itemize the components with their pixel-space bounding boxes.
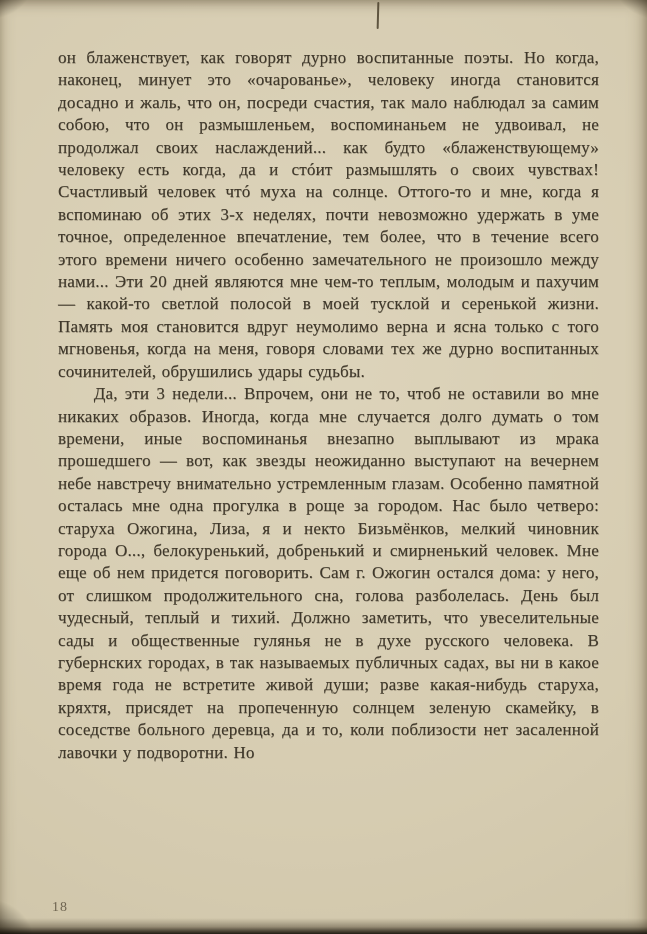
paragraph: он блаженствует, как говорят дурно воспитанные поэты. Но когда, наконец, минует это «очарованье», человеку иногда становится досадно и жаль, что он, посреди счастия, так мало наблюдал за самим собою, что он размышленьем, воспоминаньем не удвоивал, не продолжал своих наслаждений... как будто «блаженствующему» человеку есть когда, да и стóит размышлять о своих чувствах! Счастливый человек чтó муха на солнце. Оттого-то и мне, когда я вспоминаю об этих 3-х неделях, почти невозможно удержать в уме точное, определенное впечатление, тем более, что в течение всего этого времени ничего особенно замечательного не произошло между нами... Эти 20 дней являются мне чем-то теплым, молодым и пахучим — какой-то светлой полосой в моей тусклой и серенькой жизни. Память моя становится вдруг неумолимо верна и ясна только с того мгновенья, когда на меня, говоря словами тех же дурно воспитанных сочинителей, обрушились удары судьбы.: [58, 48, 599, 381]
scan-shadow-top-right: [615, 0, 647, 20]
paragraph: Да, эти 3 недели... Впрочем, они не то, чтоб не оставили во мне никаких образов. Иногда, когда мне случается долго думать о том времени, иные воспоминанья внезапно выплывают из мрака прошедшего — вот, как звезды неожиданно выступают на вечернем небе навстречу внимательно устремленным глазам. Особенно памятной осталась мне одна прогулка в роще за городом. Нас было четверо: старуха Ожогина, Лиза, я и некто Бизьмёнков, мелкий чиновник города О..., белокуренький, добренький и смирненький человек. Мне еще об нем придется поговорить. Сам г. Ожогин остался дома: у него, от слишком продолжительного сна, голова разболелась. День был чудесный, теплый и тихий. Должно заметить, что увеселительные сады и общественные гулянья не в духе русского человека. В губернских городах, в так называемых публичных садах, вы ни в какое время года не встретите живой души; разве какая-нибудь старуха, кряхтя, присядет на пропеченную солнцем зеленую скамейку, в соседстве больного деревца, да и то, коли поблизости нет засаленной лавочки у подворотни. Но: [58, 384, 599, 762]
scan-shadow-top-left: [0, 0, 32, 20]
page-text: [58, 47, 599, 764]
fold-mark-icon: [377, 2, 380, 29]
scan-edge-bottom: [0, 918, 647, 934]
page-number: 18: [52, 900, 68, 915]
